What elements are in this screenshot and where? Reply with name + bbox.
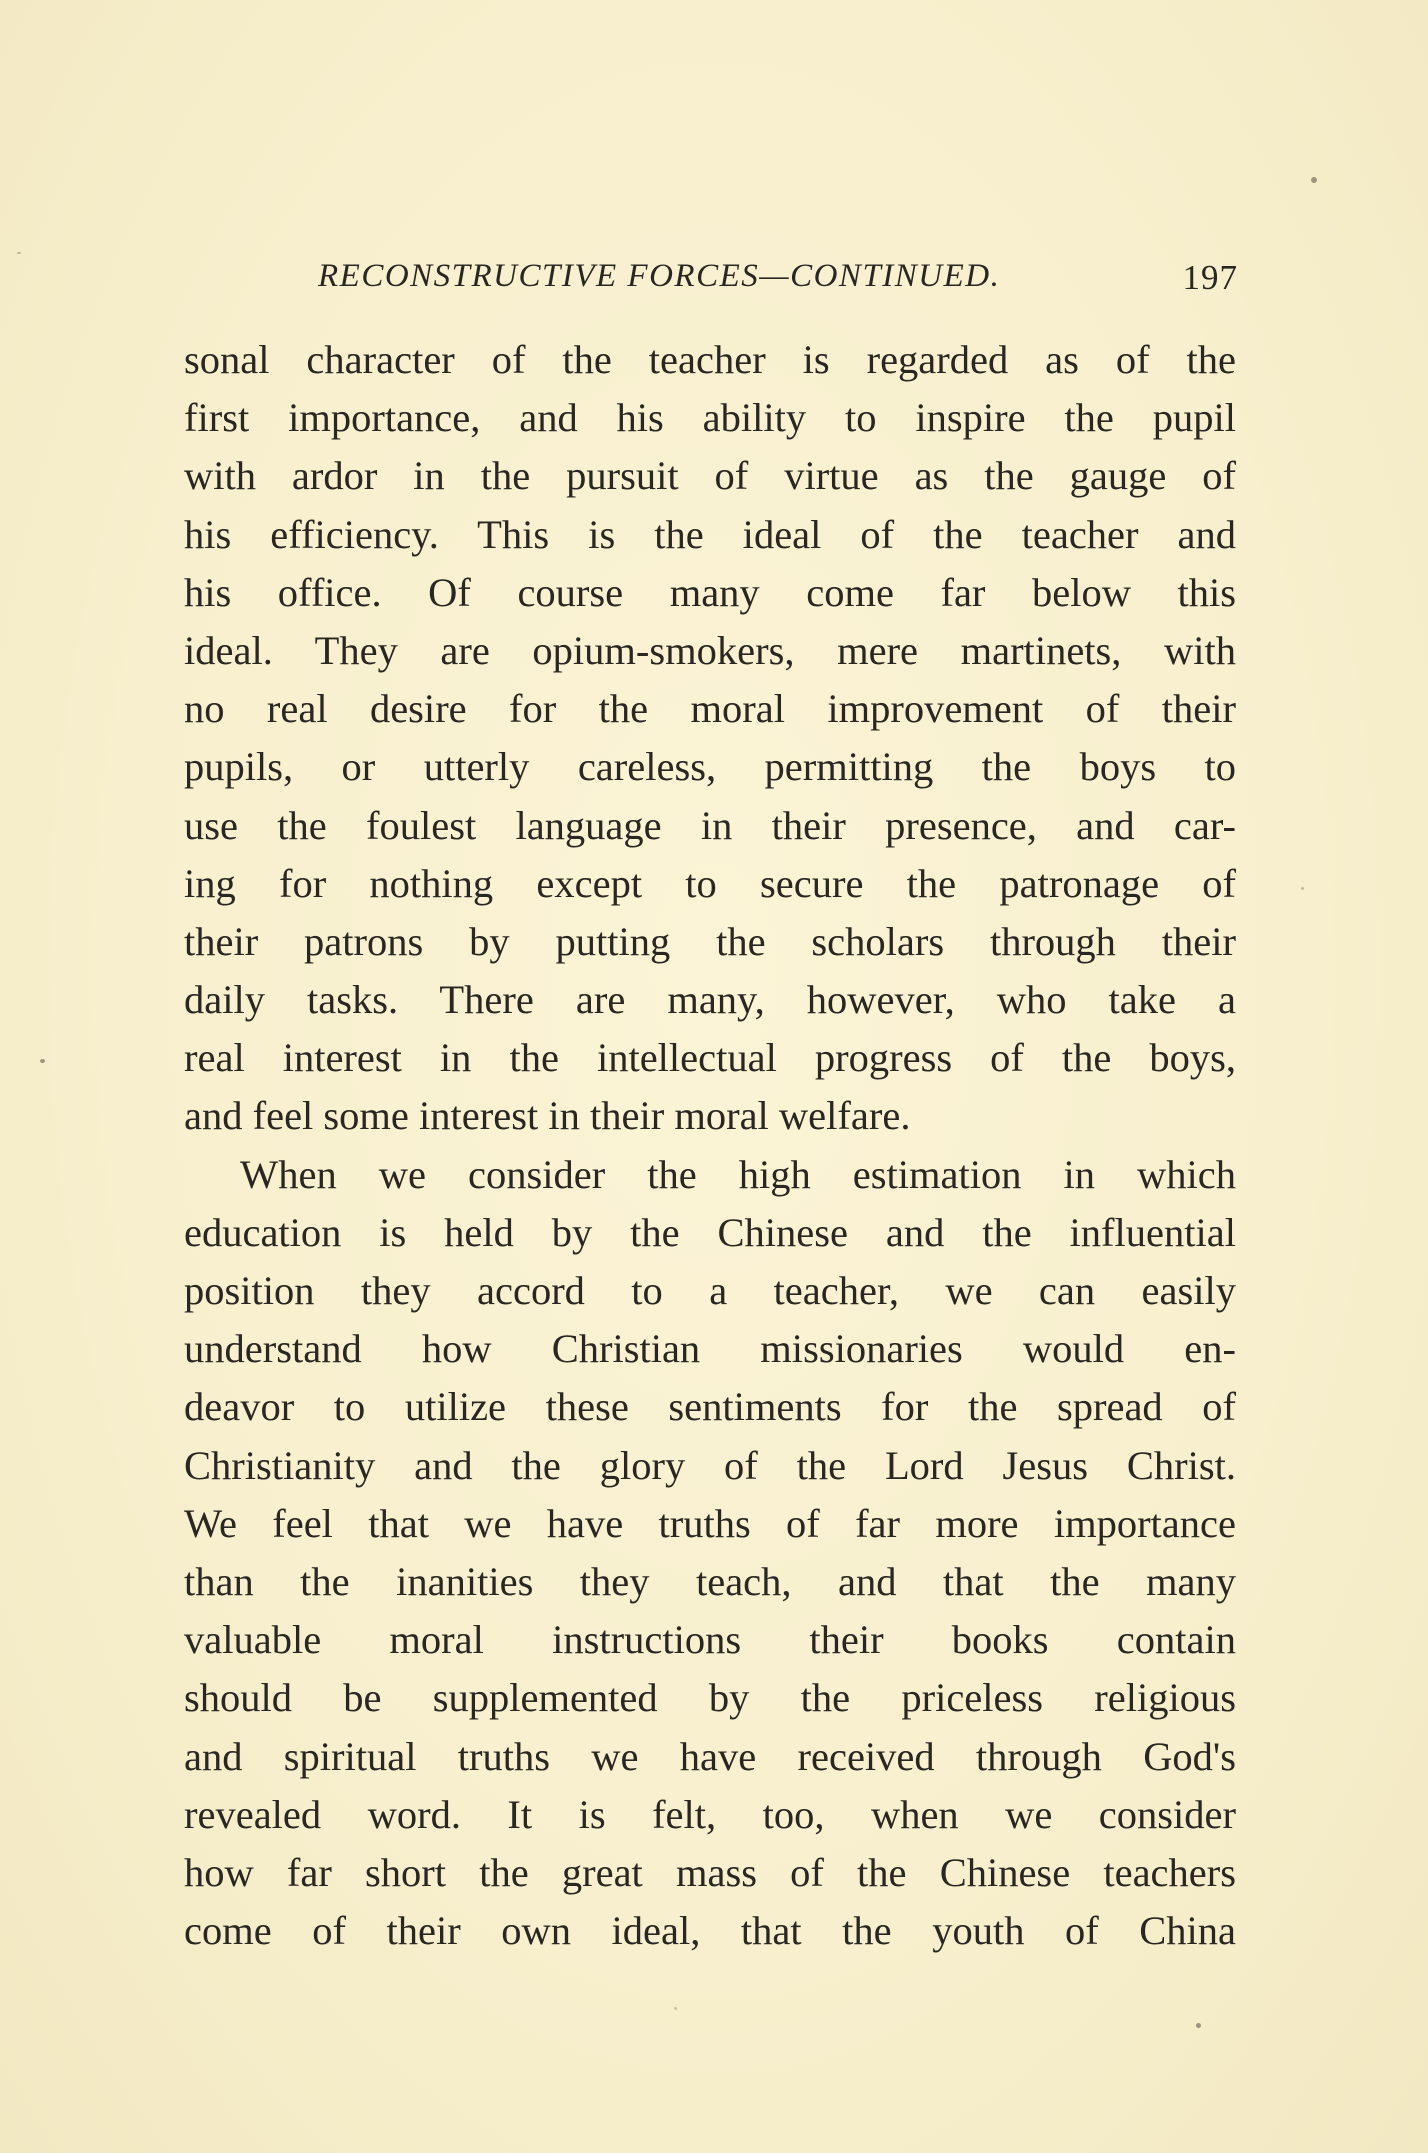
text-line: ing for nothing except to secure the patronage of	[184, 860, 1236, 906]
text-line: position they accord to a teacher, we can easily	[184, 1268, 1236, 1313]
text-line: real interest in the intellectual progress of the boys,	[184, 1035, 1236, 1081]
text-line: no real desire for the moral improvement of their	[184, 686, 1236, 732]
text-line: and spiritual truths we have received through God's	[184, 1733, 1236, 1779]
paragraph-end-line: and feel some interest in their moral welfare.	[184, 1093, 911, 1139]
paper-speck	[40, 1059, 45, 1063]
text-line: Christianity and the glory of the Lord Jesus Christ.	[184, 1442, 1236, 1488]
text-line: how far short the great mass of the Chinese teachers	[184, 1849, 1236, 1895]
page-number: 197	[1182, 258, 1238, 297]
text-line: first importance, and his ability to inspire the pupil	[184, 395, 1236, 441]
text-line: education is held by the Chinese and the influential	[184, 1209, 1236, 1255]
paper-speck	[674, 2007, 677, 2010]
text-line: daily tasks. There are many, however, who take a	[184, 977, 1236, 1023]
text-line: come of their own ideal, that the youth of China	[184, 1908, 1236, 1954]
text-line: deavor to utilize these sentiments for the spread of	[184, 1384, 1236, 1430]
paper-speck	[1196, 2023, 1201, 2028]
paper-speck	[1301, 887, 1304, 890]
text-line: should be supplemented by the priceless religious	[184, 1675, 1236, 1721]
text-line: their patrons by putting the scholars through their	[184, 918, 1236, 964]
paragraph-start-line: When we consider the high estimation in which	[240, 1151, 1236, 1197]
paper-speck	[1311, 177, 1317, 183]
body-text	[184, 331, 1236, 1960]
text-line: with ardor in the pursuit of virtue as the gauge of	[184, 453, 1236, 499]
text-line: understand how Christian missionaries would en-	[184, 1326, 1236, 1372]
text-line: sonal character of the teacher is regarded as of the	[184, 337, 1236, 382]
text-line: revealed word. It is felt, too, when we consider	[184, 1791, 1236, 1837]
text-line: We feel that we have truths of far more importance	[184, 1500, 1236, 1546]
paper-speck	[17, 252, 21, 254]
text-line: ideal. They are opium-smokers, mere martinets, with	[184, 627, 1236, 673]
text-line: use the foulest language in their presence, and car-	[184, 802, 1236, 848]
text-line: his office. Of course many come far below this	[184, 569, 1236, 615]
page-header	[318, 258, 1238, 308]
text-line: his efficiency. This is the ideal of the teacher and	[184, 511, 1236, 557]
text-line: pupils, or utterly careless, permitting the boys to	[184, 744, 1236, 790]
running-head: RECONSTRUCTIVE FORCES—CONTINUED.	[318, 258, 1001, 294]
text-line: valuable moral instructions their books contain	[184, 1617, 1236, 1663]
text-line: than the inanities they teach, and that the many	[184, 1558, 1236, 1604]
